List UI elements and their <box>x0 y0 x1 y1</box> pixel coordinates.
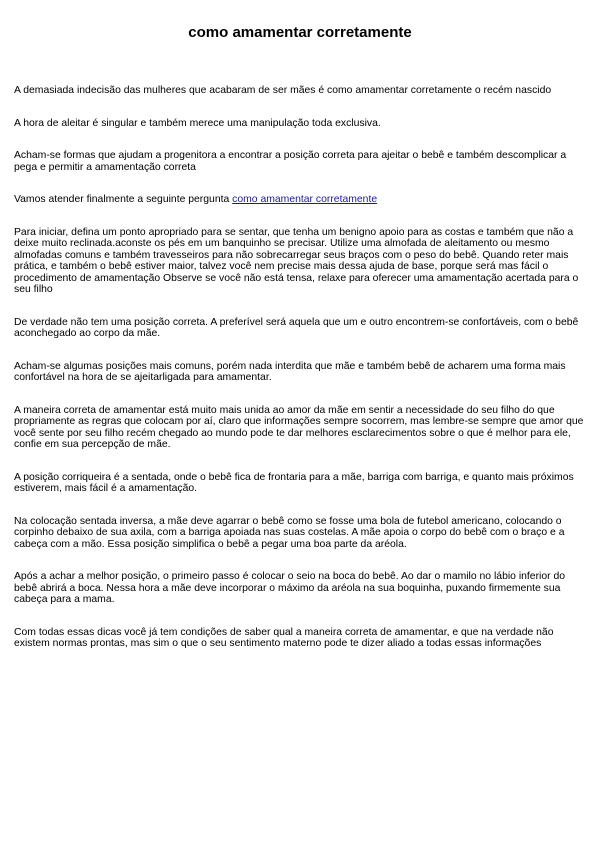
paragraph-9: Na colocação sentada inversa, a mãe deve agarrar o bebê como se fosse uma bola de futebol americano, colocando o corpinho debaixo de sua axila, com a barriga apoiada nas suas costelas. A mãe apoia o corpo do bebê com o braço e a cabeça com a mão. Essa posição simplifica o bebê a pegar uma boa parte da aréola. <box>14 515 565 550</box>
paragraph-1: A demasiada indecisão das mulheres que acabaram de ser mães é como amamentar corretamente o recém nascido <box>14 85 552 96</box>
paragraph-11: Com todas essas dicas você já tem condições de saber qual a maneira correta de amamentar, e que na verdade não existem normas prontas, mas sim o que o seu sentimento materno pode te dizer aliado a todas essas informações <box>14 626 554 649</box>
paragraph-4: Para iniciar, defina um ponto apropriado para se sentar, que tenha um benigno apoio para as costas e também que não a deixe muito reclinada.aconste os pés em um banquinho se precisar. Utilize uma almofada de aleitamento ou mesmo almofadas comuns e também travesseiros para não sobrecarregar seus braços com o peso do bebê. Quando reter mais prática, e também o bebê estiver maior, talvez você nem precise mais dessa ajuda de base, porque será mas fácil o procedimento de amamentação Observe se você não está tensa, relaxe para oferecer uma amamentação acertada para o seu filho <box>14 226 579 295</box>
paragraph-8: A posição corriqueira é a sentada, onde o bebê fica de frontaria para a mãe, barriga com barriga, e quanto mais próximos estiverem, mais fácil é a amamentação. <box>14 471 574 494</box>
article-link[interactable]: como amamentar corretamente <box>232 194 378 205</box>
paragraph-link <box>14 194 586 206</box>
link-paragraph-prefix: Vamos atender finalmente a seguinte pergunta <box>14 194 233 205</box>
page-title: como amamentar corretamente <box>188 24 412 41</box>
paragraph-6: Acham-se algumas posições mais comuns, porém nada interdita que mãe e também bebê de acharem uma forma mais confortável na hora de se ajeitarligada para amamentar. <box>14 360 566 383</box>
document-body <box>14 85 586 671</box>
paragraph-7: A maneira correta de amamentar está muito mais unida ao amor da mãe em sentir a necessidade do seu filho do que propriamente as regras que colocam por aí, claro que informações sempre socorrem, mas lembre-se sempre que amor que você sente por seu filho recém chegado ao mundo pode te dar melhores esclarecimentos sobre o que é melhor para ele, confie em sua percepção de mãe. <box>14 404 584 450</box>
paragraph-2: A hora de aleitar é singular e também merece uma manipulação toda exclusiva. <box>14 117 381 129</box>
paragraph-10: Após a achar a melhor posição, o primeiro passo é colocar o seio na boca do bebê. Ao dar o mamilo no lábio inferior do bebê abrirá a boca. Nessa hora a mãe deve incorporar o máximo da aréola na sua boquinha, puxando firmemente sua cabeça para a mama. <box>14 571 566 605</box>
paragraph-5: De verdade não tem uma posição correta. A preferível será aquela que um e outro encontrem-se confortáveis, com o bebê aconchegado ao corpo da mãe. <box>14 316 579 339</box>
paragraph-3: Acham-se formas que ajudam a progenitora a encontrar a posição correta para ajeitar o bebê e também descomplicar a pega e permitir a amamentação correta <box>14 150 567 173</box>
